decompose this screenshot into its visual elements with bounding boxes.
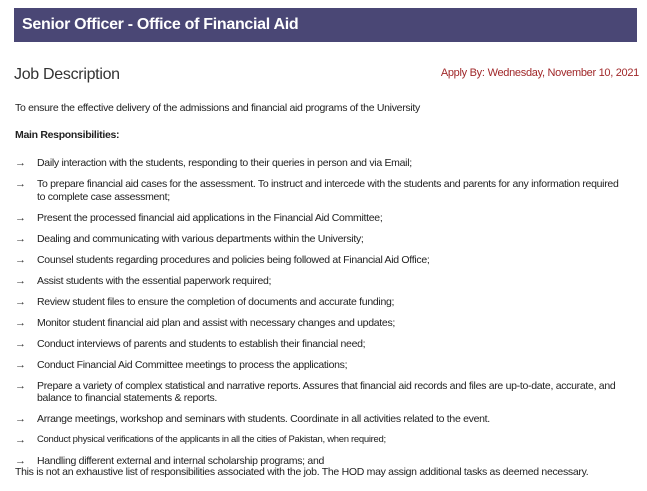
arrow-right-icon: → bbox=[15, 232, 26, 245]
list-item-text: Conduct physical verifications of the applicants in all the cities of Pakistan, when required; bbox=[37, 434, 386, 445]
list-item-text: Counsel students regarding procedures and policies being followed at Financial Aid Office; bbox=[37, 253, 430, 266]
list-item bbox=[15, 359, 625, 372]
list-item-text: Arrange meetings, workshop and seminars with students. Coordinate in all activities related to the event. bbox=[37, 413, 490, 425]
list-item-text: Present the processed financial aid applications in the Financial Aid Committee; bbox=[37, 211, 383, 224]
list-item bbox=[15, 233, 625, 246]
list-item bbox=[15, 338, 625, 351]
list-item bbox=[15, 212, 625, 225]
list-item bbox=[15, 317, 625, 330]
responsibilities-heading: Main Responsibilities: bbox=[15, 129, 120, 141]
job-intro: To ensure the effective delivery of the admissions and financial aid programs of the University bbox=[15, 102, 420, 114]
list-item-text: Conduct Financial Aid Committee meetings to process the applications; bbox=[37, 358, 348, 371]
arrow-right-icon: → bbox=[15, 337, 26, 350]
list-item bbox=[15, 254, 625, 267]
arrow-right-icon: → bbox=[15, 295, 26, 308]
list-item-text: Daily interaction with the students, responding to their queries in person and via Email; bbox=[37, 157, 412, 169]
list-item bbox=[15, 296, 625, 309]
arrow-right-icon: → bbox=[15, 358, 26, 371]
apply-by-date: Wednesday, November 10, 2021 bbox=[487, 67, 639, 79]
list-item bbox=[15, 157, 625, 170]
list-item-text: Review student files to ensure the completion of documents and accurate funding; bbox=[37, 295, 395, 308]
arrow-right-icon: → bbox=[15, 211, 26, 224]
apply-by-label: Apply By: bbox=[440, 67, 485, 79]
list-item bbox=[15, 178, 625, 203]
list-item bbox=[15, 413, 625, 426]
arrow-right-icon: → bbox=[15, 253, 26, 266]
arrow-right-icon: → bbox=[15, 274, 26, 287]
list-item-text: Monitor student financial aid plan and assist with necessary changes and updates; bbox=[37, 316, 396, 329]
job-title: Senior Officer - Office of Financial Aid bbox=[22, 16, 299, 33]
list-item-text: Assist students with the essential paperwork required; bbox=[37, 274, 272, 287]
list-item-text: Dealing and communicating with various departments within the University; bbox=[37, 232, 364, 245]
list-item bbox=[15, 380, 625, 405]
list-item-text: To prepare financial aid cases for the assessment. To instruct and intercede with the students and parents for any information required to complete case assessment; bbox=[37, 178, 619, 203]
list-item-text: Conduct interviews of parents and students to establish their financial need; bbox=[37, 337, 366, 350]
list-item bbox=[15, 275, 625, 288]
arrow-right-icon: → bbox=[15, 455, 26, 467]
arrow-right-icon: → bbox=[15, 316, 26, 329]
arrow-right-icon: → bbox=[15, 178, 26, 190]
list-item-text: Handling different external and internal scholarship programs; and bbox=[37, 455, 325, 467]
arrow-right-icon: → bbox=[15, 157, 26, 169]
arrow-right-icon: → bbox=[15, 379, 26, 392]
job-description-header bbox=[14, 64, 639, 88]
list-item bbox=[15, 434, 625, 447]
section-title: Job Description bbox=[14, 66, 120, 83]
apply-by bbox=[441, 67, 639, 79]
footer-note: This is not an exhaustive list of responsibilities associated with the job. The HOD may assign additional tasks as deemed necessary. bbox=[15, 466, 589, 478]
job-title-bar bbox=[14, 8, 637, 42]
responsibilities-list bbox=[15, 157, 625, 476]
arrow-right-icon: → bbox=[15, 434, 26, 446]
arrow-right-icon: → bbox=[15, 413, 26, 425]
list-item-text: Prepare a variety of complex statistical and narrative reports. Assures that financial aid records and files are up-to-date, accurate, and balance to financial statements & reports. bbox=[37, 379, 616, 404]
